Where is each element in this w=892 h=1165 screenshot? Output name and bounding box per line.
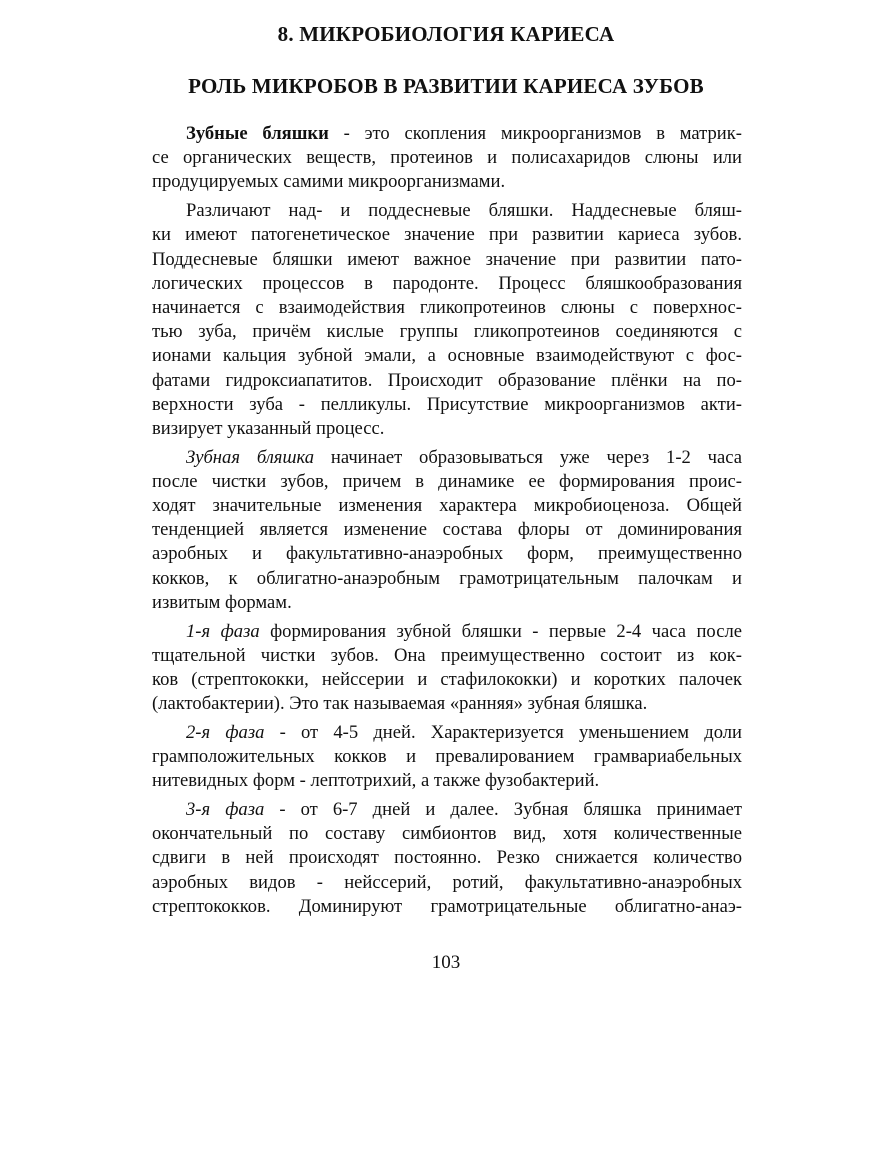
text-line [152,446,742,470]
body-text [152,122,742,924]
text-line [152,798,742,822]
text-line: се органических веществ, протеинов и полисахаридов слюны или [152,147,742,169]
term-phase-3: 3-я фаза [186,798,265,820]
text-line: Поддесневые бляшки имеют важное значение при развитии пато- [152,248,742,270]
text-line: ки имеют патогенетическое значение при развитии кариеса зубов. [152,224,742,246]
page-number: 103 [431,952,461,973]
text-line-content: - от 6-7 дней и далее. Зубная бляшка принимает [264,798,742,820]
term-dental-plaque: Зубная бляшка [186,446,315,468]
text-line: грамположительных кокков и превалированием грамвариабельных [152,746,742,768]
text-line: тенденцией является изменение состава флоры от доминирования [152,519,742,541]
text-line-content: начинает образовываться уже через 1-2 часа [314,446,742,468]
text-line [152,122,742,146]
text-line: окончательный по составу симбионтов вид, хотя количественные [152,823,742,845]
chapter-title: 8. МИКРОБИОЛОГИЯ КАРИЕСА [277,22,615,46]
term-dental-plaques: Зубные бляшки [186,123,329,144]
paragraph-dental-plaques [152,122,742,195]
text-line: ионами кальция зубной эмали, а основные взаимодействуют с фос- [152,345,742,367]
text-line: ков (стрептококки, нейссерии и стафилококки) и коротких палочек [152,668,742,690]
text-line: нитевидных форм - лептотрихий, а также фузобактерий. [152,770,600,792]
text-line: после чистки зубов, причем в динамике ее формирования проис- [152,470,742,492]
text-line: ходят значительные изменения характера микробиоценоза. Общей [152,495,742,517]
text-line-content: - от 4-5 дней. Характеризуется уменьшением доли [264,721,742,743]
text-line: начинается с взаимодействия гликопротеинов слюны с поверхнос- [152,296,742,318]
text-line-content: - это скопления микроорганизмов в матрик- [328,123,742,144]
term-phase-1: 1-я фаза [186,620,260,642]
text-line: продуцируемых самими микроорганизмами. [152,171,506,193]
text-line [152,721,742,745]
text-line: верхности зуба - пелликулы. Присутствие микроорганизмов акти- [152,393,742,415]
text-line: аэробных видов - нейссерий, ротий, факультативно-анаэробных [152,871,742,893]
paragraph-plaque-types [152,199,742,441]
text-line [152,620,742,644]
paragraph-phase-1 [152,620,742,717]
text-line: сдвиги в ней происходят постоянно. Резко снижается количество [152,847,742,869]
text-line: аэробных и факультативно-анаэробных форм, преимущественно [152,543,742,565]
paragraph-phase-3 [152,798,742,919]
text-line: извитым формам. [152,591,292,613]
text-line-content: формирования зубной бляшки - первые 2-4 часа после [259,620,742,642]
paragraph-plaque-formation [152,446,742,615]
text-line: (лактобактерии). Это так называемая «ранняя» зубная бляшка. [152,693,648,715]
text-line: Различают над- и поддесневые бляшки. Наддесневые бляш- [186,200,742,222]
text-line: кокков, к облигатно-анаэробным грамотрицательным палочкам и [152,567,742,589]
paragraph-phase-2 [152,721,742,794]
text-line: тью зуба, причём кислые группы гликопротеинов соединяются с [152,321,742,343]
text-line: визирует указанный процесс. [152,417,385,439]
text-line: стрептококков. Доминируют грамотрицательные облигатно-анаэ- [152,895,742,917]
text-line: фатами гидроксиапатитов. Происходит образование плёнки на по- [152,369,742,391]
text-line: логических процессов в пародонте. Процесс бляшкообразования [152,272,742,294]
term-phase-2: 2-я фаза [186,721,265,743]
text-line: тщательной чистки зубов. Она преимущественно состоит из кок- [152,644,742,666]
section-title: РОЛЬ МИКРОБОВ В РАЗВИТИИ КАРИЕСА ЗУБОВ [188,74,704,98]
